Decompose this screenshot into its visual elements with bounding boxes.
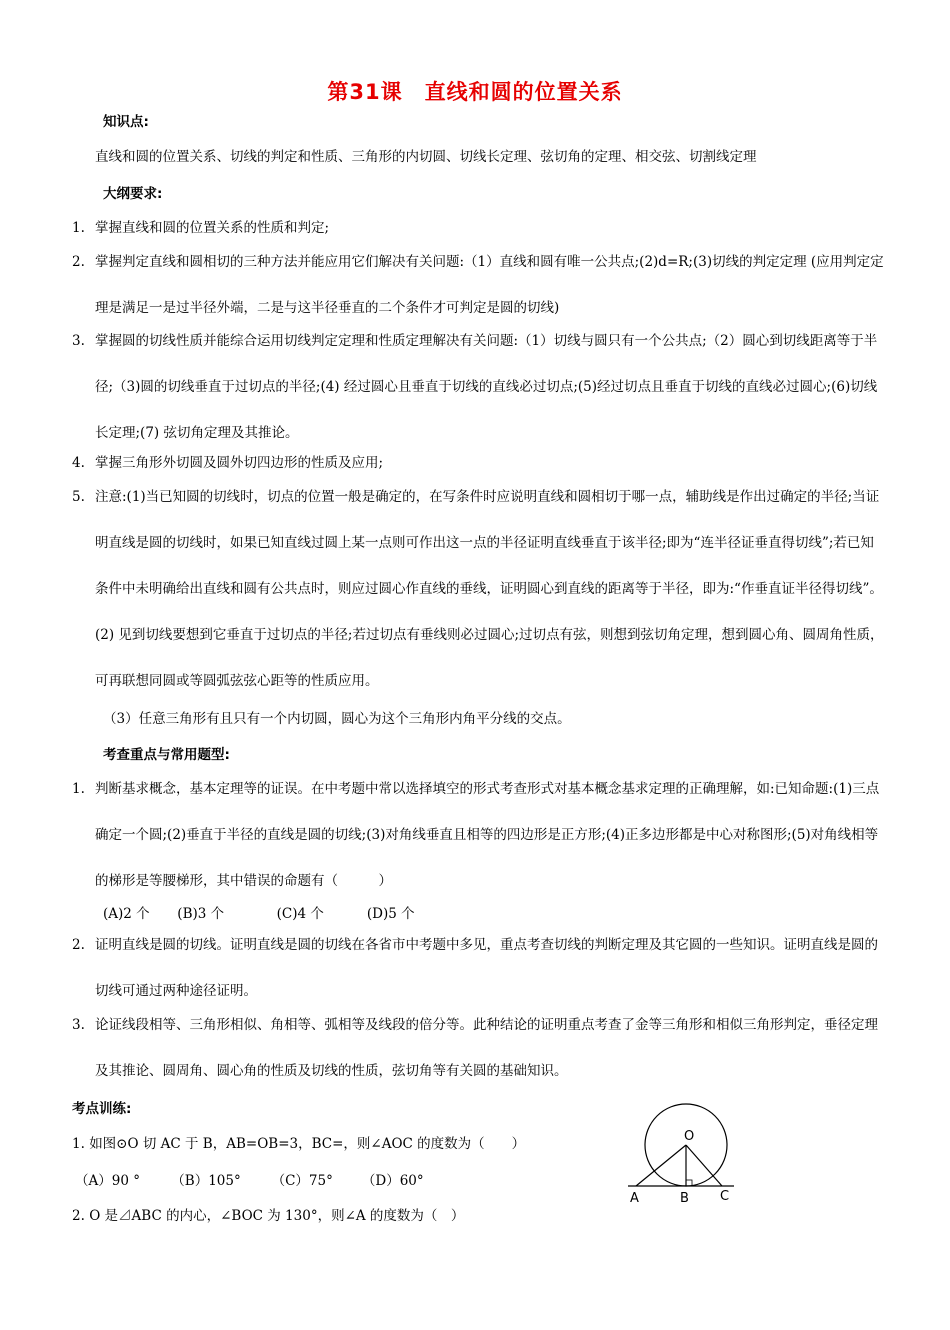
option-c: (C)4 个 [276,906,324,922]
q1-text: 如图⊙O 切 AC 于 B，AB=OB=3，BC=，则∠AOC 的度数为（ ） [89,1136,526,1152]
key-point-options [103,902,415,922]
outline-item-text: 掌握圆的切线性质并能综合运用切线判定定理和性质定理解决有关问题:（1）切线与圆只有一个公共点;（2）圆心到切线距离等于半径;（3)圆的切线垂直于过切点的半径;(4) 经过圆心且垂直于切线的直线必过切点;(5)经过切点且垂直于切线的直线必过圆心;(6)切线长定理;(7) 弦切角定理及其推论。 [95,333,878,441]
q1-option-b: （B）105° [171,1173,241,1189]
key-point-number: 1. [72,781,85,797]
q2-text: O 是⊿ABC 的内心，∠BOC 为 130°，则∠A 的度数为（ ） [89,1208,465,1224]
label-o: O [684,1129,695,1144]
outline-item-number: 2. [72,254,85,270]
outline-item-text: 掌握直线和圆的位置关系的性质和判定; [95,220,330,236]
outline-note-3: （3）任意三角形有且只有一个内切圆，圆心为这个三角形内角平分线的交点。 [103,711,571,727]
outline-item-text: 注意:(1)当已知圆的切线时，切点的位置一般是确定的，在写条件时应说明直线和圆相切于哪一点，辅助线是作出过确定的半径;当证明直线是圆的切线时，如果已知直线过圆上某一点则可作出这一点的半径证明直线垂直于该半径;即为“连半径证垂直得切线”;若已知条件中未明确给出直线和圆有公共点时，则应过圆心作直线的垂线，证明圆心到直线的距离等于半径，即为:“作垂直证半径得切线”。(2) 见到切线要想到它垂直于过切点的半径;若过切点有垂线则必过圆心;过切点有弦，则想到弦切角定理，想到圆心角、圆周角性质，可再联想同圆或等圆弧弦弦心距等的性质应用。 [95,489,884,689]
outline-item-text: 掌握判定直线和圆相切的三种方法并能应用它们解决有关问题:（1）直线和圆有唯一公共点;(2)d=R;(3)切线的判定定理 (应用判定定理是满足一是过半径外端，二是与这半径垂直的二个条件才可判定是圆的切线) [95,254,884,316]
key-point-number: 2. [72,937,85,953]
key-point-item-1 [72,766,887,904]
knowledge-heading: 知识点: [103,114,149,130]
q1-number: 1. [72,1136,85,1152]
q1-options [75,1169,424,1189]
geometry-figure [620,1100,740,1205]
training-heading: 考点训练: [72,1101,132,1117]
segment-oa [636,1145,686,1186]
page-title: 第31课 直线和圆的位置关系 [327,80,623,104]
knowledge-text: 直线和圆的位置关系、切线的判定和性质、三角形的内切圆、切线长定理、弦切角的定理、相交弦、切割线定理 [95,149,757,165]
q1-option-d: （D）60° [361,1173,424,1189]
q2-number: 2. [72,1208,85,1224]
key-point-item-2 [72,922,887,1014]
q1-option-c: （C）75° [271,1173,333,1189]
key-point-text: 论证线段相等、三角形相似、角相等、弧相等及线段的倍分等。此种结论的证明重点考查了金等三角形和相似三角形判定，垂径定理及其推论、圆周角、圆心角的性质及切线的性质，弦切角等有关圆的基础知识。 [95,1017,878,1079]
key-point-text: 证明直线是圆的切线。证明直线是圆的切线在各省市中考题中多见，重点考查切线的判断定理及其它圆的一些知识。证明直线是圆的切线可通过两种途径证明。 [95,937,878,999]
outline-item-text: 掌握三角形外切圆及圆外切四边形的性质及应用; [95,455,384,471]
key-point-number: 3. [72,1017,85,1033]
key-point-item-3 [72,1002,887,1094]
option-d: (D)5 个 [366,906,415,922]
training-q1 [72,1132,525,1152]
option-b: (B)3 个 [177,906,225,922]
label-b: B [680,1191,689,1205]
outline-item-number: 5. [72,489,85,505]
outline-item-number: 3. [72,333,85,349]
label-a: A [630,1191,639,1205]
outline-heading: 大纲要求: [103,186,163,202]
q1-option-a: （A）90 ° [75,1173,140,1189]
key-point-text: 判断基求概念，基本定理等的证误。在中考题中常以选择填空的形式考查形式对基本概念基求定理的正确理解，如:已知命题:(1)三点确定一个圆;(2)垂直于半径的直线是圆的切线;(3)对角线垂直且相等的四边形是正方形;(4)正多边形都是中心对称图形;(5)对角线相等的梯形是等腰梯形，其中错误的命题有（ ） [95,781,880,889]
option-a: (A)2 个 [103,906,150,922]
outline-item-number: 1. [72,220,85,236]
key-points-heading: 考查重点与常用题型: [103,747,230,763]
outline-item-5 [72,474,887,704]
label-c: C [720,1189,730,1204]
outline-item-3 [72,318,887,456]
outline-item-number: 4. [72,455,85,471]
training-q2 [72,1204,464,1224]
